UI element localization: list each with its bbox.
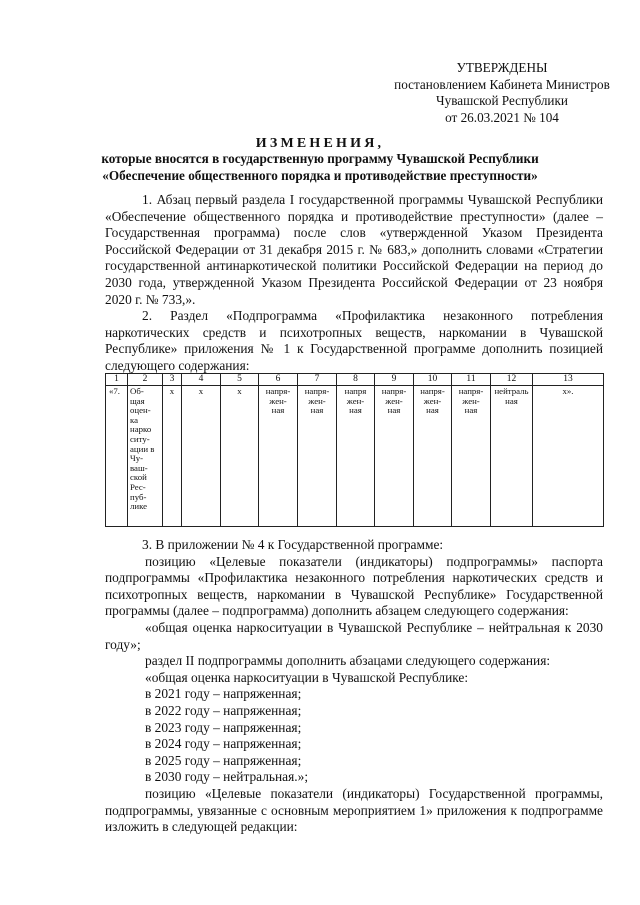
paragraph: позицию «Целевые показатели (индикаторы) Государственной программы, подпрограммы, увязанные с основным мероприятием 1» приложения к подпрограмме изложить в следующей редакции: xyxy=(105,785,603,835)
cell-line: ная xyxy=(310,405,324,416)
table-header-row xyxy=(106,374,604,386)
table-header-cell: 7 xyxy=(298,374,337,386)
cell-line: ской xyxy=(130,472,147,483)
table-cell xyxy=(452,386,491,527)
cell-line: ка xyxy=(130,414,139,425)
cell-line: напря- xyxy=(381,386,407,396)
table-cell xyxy=(128,386,163,527)
list-item: в 2021 году – напряженная; xyxy=(145,686,302,702)
cell-line: нейтраль xyxy=(494,386,529,396)
table-header-cell: 3 xyxy=(163,374,182,386)
table-header-cell: 11 xyxy=(452,374,491,386)
list-item: в 2022 году – напряженная; xyxy=(145,702,302,718)
indicator-table xyxy=(105,373,604,527)
table-header-cell: 8 xyxy=(337,374,375,386)
table-cell xyxy=(298,386,337,527)
table-header-cell: 9 xyxy=(375,374,414,386)
table-cell: х xyxy=(163,386,182,527)
table-cell xyxy=(491,386,533,527)
cell-line: ная xyxy=(505,395,518,406)
table-header-cell: 12 xyxy=(491,374,533,386)
paragraph: позицию «Целевые показатели (индикаторы) подпрограммы» паспорта подпрограммы «Профилактика незаконного потребления наркотических средств и психотропных веществ, наркомании в Чувашской Республике» Государственной программы (далее – подпрограмма) дополнить абзацем следующего содержания: xyxy=(105,553,603,619)
cell-line: напря- xyxy=(265,386,291,396)
paragraph: 2. Раздел «Подпрограмма «Профилактика незаконного потребления наркотических средств и психотропных веществ, наркомании в Чувашской Республике» приложения № 1 к Государственной программе дополнить позицией следующего содержания: xyxy=(105,308,603,373)
table-header-cell: 4 xyxy=(182,374,221,386)
cell-line: ации в xyxy=(130,443,155,454)
list-item: в 2024 году – напряженная; xyxy=(145,736,302,752)
text-block-top xyxy=(105,192,603,375)
paragraph: «общая оценка наркоситуации в Чувашской Республике – нейтральная к 2030 году»; xyxy=(105,619,603,652)
subtitle-line: которые вносятся в государственную программу Чувашской Республики xyxy=(101,151,539,166)
cell-line: напря- xyxy=(304,386,330,396)
table-header-cell: 5 xyxy=(221,374,259,386)
cell-line: жен- xyxy=(385,395,403,406)
cell-line: напря xyxy=(344,386,367,396)
cell-line: ная xyxy=(271,405,285,416)
cell-line: Чу- xyxy=(130,453,144,464)
subtitle-line: «Обеспечение общественного порядка и противодействие преступности» xyxy=(102,167,538,183)
approval-stamp xyxy=(382,60,622,126)
cell-line: лике xyxy=(130,501,148,512)
table-header-cell: 1 xyxy=(106,374,128,386)
list-item: в 2025 году – напряженная; xyxy=(145,752,302,768)
cell-line: Об- xyxy=(130,386,144,396)
list-item: в 2023 году – напряженная; xyxy=(145,719,302,735)
table-header-cell: 13 xyxy=(533,374,604,386)
table-row xyxy=(106,386,604,527)
cell-line: жен- xyxy=(462,395,480,406)
table-header-cell: 10 xyxy=(414,374,452,386)
table-cell: х». xyxy=(533,386,604,527)
cell-line: ситу- xyxy=(130,433,150,444)
approval-date: от 26.03.2021 № 104 xyxy=(445,109,559,125)
cell-line: Рес- xyxy=(130,481,146,492)
cell-line: ная xyxy=(387,405,401,416)
cell-line: оцен- xyxy=(130,405,151,416)
cell-line: жен- xyxy=(308,395,326,406)
table-cell: х xyxy=(221,386,259,527)
table-cell xyxy=(375,386,414,527)
cell-line: ваш- xyxy=(130,462,148,473)
cell-line: жен- xyxy=(346,395,365,406)
cell-line: ная xyxy=(464,405,478,416)
paragraph: «общая оценка наркоситуации в Чувашской Республике: xyxy=(145,669,469,685)
text-block-bottom xyxy=(105,537,603,836)
paragraph: 1. Абзац первый раздела I государственной программы Чувашской Республики «Обеспечение общественного порядка и противодействие преступности» (далее – Государственная программа) после слов «утвержденной Указом Президента Российской Федерации от 31 декабря 2015 г. № 683,» дополнить словами «Стратегии государственной антинаркотической политики Российской Федерации на период до 2030 года, утвержденной Указом Президента Российской Федерации от 23 ноября 2020 г. № 733,». xyxy=(105,192,603,307)
cell-line: жен- xyxy=(423,395,442,406)
cell-line: напря- xyxy=(458,386,484,396)
cell-line: ная xyxy=(349,405,362,416)
document-title: ИЗМЕНЕНИЯ, xyxy=(255,136,385,151)
document-subtitle xyxy=(0,151,640,184)
table-cell: «7. xyxy=(106,386,128,527)
table-cell xyxy=(414,386,452,527)
paragraph: раздел II подпрограммы дополнить абзацами следующего содержания: xyxy=(145,653,551,669)
cell-line: напря- xyxy=(420,386,445,396)
table-header-cell: 2 xyxy=(128,374,163,386)
table-cell xyxy=(259,386,298,527)
cell-line: жен- xyxy=(269,395,287,406)
table-header-cell: 6 xyxy=(259,374,298,386)
cell-line: нарко xyxy=(130,424,152,435)
cell-line: щая xyxy=(130,395,145,406)
approval-line: УТВЕРЖДЕНЫ xyxy=(456,60,548,75)
table-cell: х xyxy=(182,386,221,527)
paragraph: 3. В приложении № 4 к Государственной программе: xyxy=(142,537,444,552)
table-cell xyxy=(337,386,375,527)
approval-line: постановлением Кабинета Министров xyxy=(394,76,610,92)
cell-line: пуб- xyxy=(130,491,147,502)
approval-line: Чувашской Республики xyxy=(436,93,568,108)
cell-line: ная xyxy=(426,405,439,416)
list-item: в 2030 году – нейтральная.»; xyxy=(145,769,309,785)
